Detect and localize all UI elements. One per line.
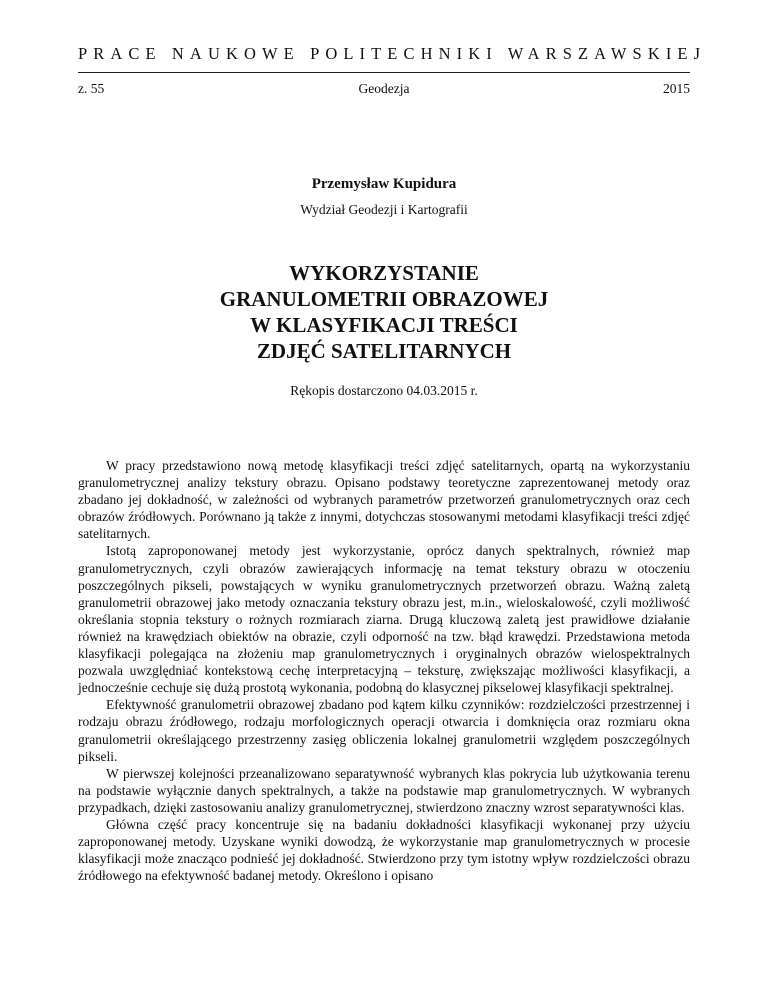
abstract-paragraph: Główna część pracy koncentruje się na badaniu dokładności klasyfikacji wykonanej przy użyciu zaproponowanej metody. Uzyskane wyniki dowodzą, że wykorzystanie map granulometrycznych w procesie klasyfikacji może znacząco podnieść jej dokładność. Stwierdzono przy tym istotny wpływ rozdzielczości obrazu źródłowego na efektywność badanej metody. Określono i opisano (78, 816, 690, 884)
abstract-paragraph: W pierwszej kolejności przeanalizowano separatywność wybranych klas pokrycia lub użytkowania terenu na podstawie wyłącznie danych spektralnych, a także na podstawie map granulometrycznych. W wybranych przypadkach, dzięki zastosowaniu analizy granulometrycznej, stwierdzono znaczny wzrost separatywności klas. (78, 765, 690, 815)
journal-series: Geodezja (358, 81, 410, 96)
paper-title-line: GRANULOMETRII OBRAZOWEJ (219, 287, 549, 311)
journal-title: PRACE NAUKOWE POLITECHNIKI WARSZAWSKIEJ (78, 44, 707, 63)
header-divider (78, 72, 690, 73)
abstract (78, 457, 690, 884)
author-name: Przemysław Kupidura (311, 176, 457, 192)
journal-meta-row (78, 80, 690, 97)
paper-title (78, 260, 690, 364)
author-affiliation: Wydział Geodezji i Kartografii (300, 202, 468, 217)
paper-title-line: W KLASYFIKACJI TREŚCI (250, 313, 518, 337)
abstract-paragraph: W pracy przedstawiono nową metodę klasyfikacji treści zdjęć satelitarnych, opartą na wykorzystaniu granulometrycznej analizy tekstury obrazu. Opisano podstawy teoretyczne zaprezentowanej metody oraz zbadano jej dokładność, w zależności od wybranych parametrów przetworzeń granulometrycznych oraz cech obrazów źródłowych. Porównano ją także z innymi, dotychczas stosowanymi metodami klasyfikacji treści zdjęć satelitarnych. (78, 458, 690, 542)
paper-title-line: WYKORZYSTANIE (289, 261, 479, 285)
abstract-paragraph: Efektywność granulometrii obrazowej zbadano pod kątem kilku czynników: rozdzielczości przestrzennej i rodzaju obrazu źródłowego, rodzaju morfologicznych operacji otwarcia i domknięcia oraz rozmiaru okna granulometrii określającego przestrzenny zasięg obliczenia lokalnej granulometrii względem poszczególnych pikseli. (78, 697, 690, 764)
abstract-paragraph: Istotą zaproponowanej metody jest wykorzystanie, oprócz danych spektralnych, również map granulometrycznych, czyli obrazów zawierających informację na temat tekstury obrazu w otoczeniu poszczególnych pikseli, powstających w wyniku granulometrycznych przetworzeń obrazu. Ważną zaletą granulometrii obrazowej jako metody oznaczania tekstury obrazu jest, m.in., wieloskalowość, czyli możliwość określania stopnia tekstury o rożnych rozmiarach ziarna. Drugą kluczową zaletą jest prawidłowe działanie również na krawędziach obiektów na obrazie, czyli odporność na tzw. błąd krawędzi. Przedstawiona metoda klasyfikacji polegająca na złożeniu map granulometrycznych i oryginalnych obrazów wielospektralnych pozwala uwzględniać kontekstową cechę interpretacyjną – teksturę, zwiększając możliwości klasyfikacji, a jednocześnie cechuje się dużą prostotą wykonania, podobną do klasycznej pikselowej klasyfikacji spektralnej. (78, 543, 690, 696)
paper-title-line: ZDJĘĆ SATELITARNYCH (256, 339, 512, 363)
manuscript-received-date: Rękopis dostarczono 04.03.2015 r. (290, 383, 478, 398)
issue-number: z. 55 (78, 81, 105, 96)
publication-year: 2015 (663, 81, 690, 96)
